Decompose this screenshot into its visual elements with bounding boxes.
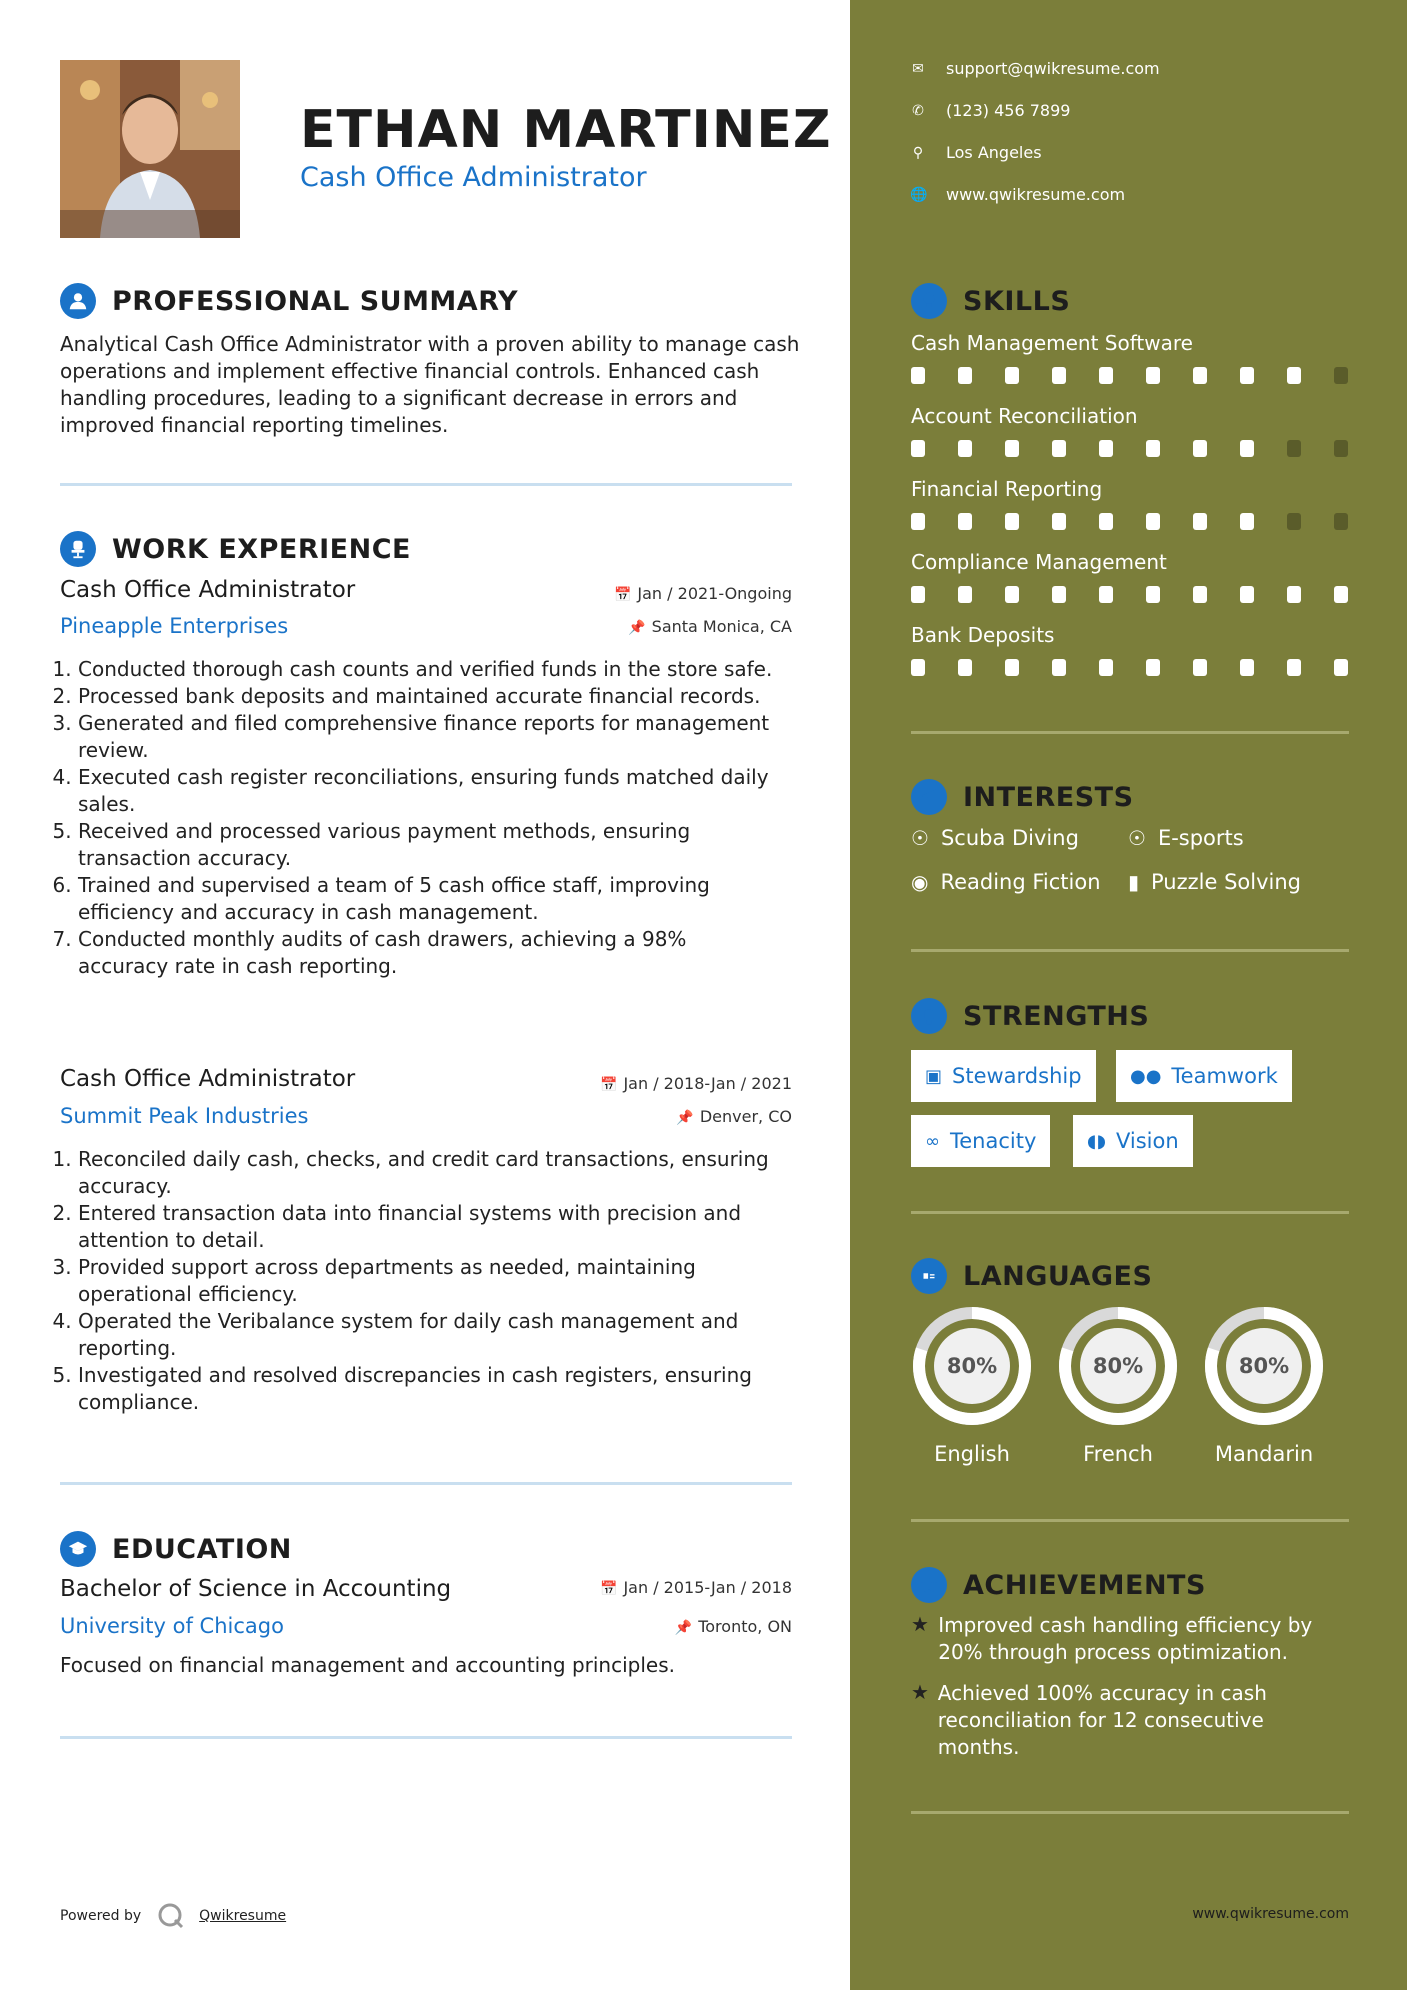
skill-dot-filled: [1146, 367, 1160, 384]
skill-dot-filled: [1193, 513, 1207, 530]
pin-icon: 📌: [674, 1620, 693, 1636]
interest-label: Reading Fiction: [940, 870, 1101, 894]
strength-chip: [1116, 1050, 1292, 1102]
education-dates: [600, 1578, 792, 1597]
language-ring: [910, 1304, 1034, 1428]
powered-by-label: Powered by: [60, 1908, 142, 1924]
skill-dot-filled: [1240, 440, 1254, 457]
school-name: University of Chicago: [60, 1614, 284, 1638]
section-divider: [60, 1482, 792, 1485]
interest-label: Scuba Diving: [940, 826, 1079, 850]
contact-location-text: Los Angeles: [946, 143, 1042, 162]
skill-dot-filled: [1005, 586, 1019, 603]
languages-heading: LANGUAGES: [963, 1260, 1153, 1292]
language-name: French: [1083, 1442, 1153, 1466]
skill-dot-filled: [1099, 440, 1113, 457]
gamepad-icon: ◉: [911, 870, 929, 894]
job-location-text: Denver, CO: [699, 1107, 792, 1126]
skill-dot-filled: [1052, 513, 1066, 530]
skill-dot-filled: [1005, 513, 1019, 530]
language-item: [910, 1304, 1034, 1466]
skill-dot-filled: [1146, 659, 1160, 676]
list-item: 7. Conducted monthly audits of cash drawers, achieving a 98% accuracy rate in cash reporting.: [78, 926, 782, 980]
powered-by: [60, 1902, 286, 1930]
pin-icon: 📌: [628, 620, 646, 636]
contact-email-text: support@qwikresume.com: [946, 59, 1160, 78]
candidate-name: ETHAN MARTINEZ: [300, 100, 832, 160]
skill-dot-filled: [911, 513, 925, 530]
pin-icon: 📌: [676, 1110, 694, 1126]
list-item: 3. Generated and filed comprehensive finance reports for management review.: [78, 710, 782, 764]
skill-dot-filled: [1334, 659, 1348, 676]
link-icon: ∞: [925, 1130, 940, 1152]
skill-dot-filled: [1146, 440, 1160, 457]
job-location: [628, 617, 792, 636]
skill-dot-filled: [1240, 659, 1254, 676]
skill-dot-filled: [1193, 440, 1207, 457]
job-bullets: [60, 656, 782, 980]
list-item: 3. Provided support across departments as needed, maintaining operational efficiency.: [78, 1254, 792, 1308]
skill-rating: [911, 659, 1381, 676]
calendar-icon: 📅: [600, 1077, 618, 1093]
phone-icon: ✆: [912, 102, 924, 119]
footer-website[interactable]: www.qwikresume.com: [1192, 1906, 1349, 1922]
skill-rating: [911, 440, 1381, 457]
skill-dot-empty: [1334, 513, 1348, 530]
skill-dot-filled: [958, 513, 972, 530]
skill-dot-filled: [1146, 513, 1160, 530]
education-location-text: Toronto, ON: [698, 1617, 792, 1636]
user-icon: [60, 283, 96, 319]
section-divider: [911, 949, 1349, 952]
list-item: 4. Operated the Veribalance system for daily cash management and reporting.: [78, 1308, 792, 1362]
skill-dot-filled: [1052, 367, 1066, 384]
job-dates-text: Jan / 2021-Ongoing: [637, 584, 792, 603]
calendar-icon: 📅: [613, 587, 632, 603]
skill-dot-filled: [911, 659, 925, 676]
skill-dot-filled: [1005, 367, 1019, 384]
language-card-icon: [911, 1258, 947, 1294]
envelope-icon: ✉: [912, 60, 924, 77]
list-item: 4. Executed cash register reconciliations, ensuring funds matched daily sales.: [78, 764, 782, 818]
skill-dot-filled: [1193, 586, 1207, 603]
language-percent: 80%: [1092, 1354, 1144, 1378]
achievements-section-header: [911, 1567, 1206, 1603]
briefcase-icon: ▣: [925, 1065, 943, 1087]
skill-name: Compliance Management: [911, 550, 1167, 574]
education-location: [675, 1617, 792, 1636]
skill-dot-filled: [1052, 440, 1066, 457]
interest-label: Puzzle Solving: [1151, 870, 1302, 894]
section-divider: [911, 731, 1349, 734]
interest-item: [1128, 870, 1301, 894]
section-divider: [911, 1811, 1349, 1814]
strengths-heading: STRENGTHS: [963, 1000, 1150, 1032]
profile-photo: [60, 60, 240, 238]
star-icon: ★: [911, 1680, 929, 1704]
fist-icon: [911, 998, 947, 1034]
skill-dot-filled: [1240, 586, 1254, 603]
education-section-header: [60, 1531, 292, 1567]
degree-title: Bachelor of Science in Accounting: [60, 1576, 452, 1602]
skill-name: Bank Deposits: [911, 623, 1055, 647]
calendar-icon: 📅: [600, 1581, 618, 1597]
skill-dot-filled: [1005, 440, 1019, 457]
achievement-item: [911, 1680, 1351, 1761]
skill-dot-filled: [1240, 367, 1254, 384]
language-name: Mandarin: [1214, 1442, 1314, 1466]
strength-chip: [911, 1050, 1096, 1102]
interest-item: [911, 870, 1101, 894]
achievements-heading: ACHIEVEMENTS: [963, 1569, 1206, 1601]
briefcase-chair-icon: [60, 531, 96, 567]
interest-label: E-sports: [1157, 826, 1244, 850]
list-item: 2. Entered transaction data into financial systems with precision and attention to detail.: [78, 1200, 792, 1254]
skill-dot-filled: [1287, 659, 1301, 676]
map-pin-icon: ⚲: [912, 144, 924, 161]
language-name: English: [934, 1442, 1010, 1466]
contact-website-text: www.qwikresume.com: [946, 185, 1126, 204]
section-divider: [60, 483, 792, 486]
summary-section-header: [60, 283, 518, 319]
strength-label: Tenacity: [950, 1129, 1037, 1153]
education-dates-text: Jan / 2015-Jan / 2018: [623, 1578, 792, 1597]
skill-dot-empty: [1334, 440, 1348, 457]
contact-phone-text: (123) 456 7899: [946, 101, 1071, 120]
list-item: 5. Received and processed various payment methods, ensuring transaction accuracy.: [78, 818, 782, 872]
job-title: Cash Office Administrator: [60, 1066, 356, 1092]
job-title: Cash Office Administrator: [60, 577, 356, 603]
experience-section-header: [60, 531, 411, 567]
skill-dot-filled: [1099, 367, 1113, 384]
skill-dot-filled: [1287, 367, 1301, 384]
achievement-text: Achieved 100% accuracy in cash reconciliation for 12 consecutive months.: [937, 1681, 1267, 1759]
strength-label: Stewardship: [952, 1064, 1082, 1088]
skill-dot-filled: [1052, 659, 1066, 676]
job-dates-text: Jan / 2018-Jan / 2021: [623, 1074, 792, 1093]
language-percent: 80%: [946, 1354, 998, 1378]
education-description: Focused on financial management and accounting principles.: [60, 1653, 675, 1677]
summary-heading: PROFESSIONAL SUMMARY: [112, 285, 519, 317]
skill-name: Account Reconciliation: [911, 404, 1138, 428]
languages-section-header: [911, 1258, 1152, 1294]
strength-chip: [911, 1115, 1050, 1167]
contact-website[interactable]: [910, 185, 1125, 204]
graduation-icon: [60, 1531, 96, 1567]
skills-section-header: [911, 283, 1070, 319]
skill-dot-filled: [1287, 586, 1301, 603]
list-item: 2. Processed bank deposits and maintained accurate financial records.: [78, 683, 782, 710]
skill-rating: [911, 513, 1381, 530]
skill-dot-filled: [958, 659, 972, 676]
interests-section-header: [911, 779, 1134, 815]
skill-dot-filled: [911, 367, 925, 384]
skill-dot-filled: [1193, 659, 1207, 676]
paper-plane-icon: [911, 779, 947, 815]
skill-dot-filled: [1146, 586, 1160, 603]
list-item: 6. Trained and supervised a team of 5 cash office staff, improving efficiency and accuracy in cash management.: [78, 872, 782, 926]
section-divider: [60, 1736, 792, 1739]
summary-text: Analytical Cash Office Administrator with a proven ability to manage cash operations and implement effective financial controls. Enhanced cash handling procedures, leading to a significant decrease in errors and improved financial reporting timelines.: [60, 332, 800, 437]
interest-item: [1128, 826, 1244, 850]
job-location: [676, 1107, 792, 1126]
skill-dot-filled: [1099, 513, 1113, 530]
qwikresume-logo-icon: [157, 1902, 185, 1930]
achievement-item: [911, 1612, 1351, 1666]
job-bullets: [60, 1146, 792, 1416]
brand-link[interactable]: Qwikresume: [199, 1908, 287, 1924]
users-icon: ●●: [1130, 1065, 1162, 1087]
skill-dot-filled: [958, 586, 972, 603]
skill-dot-filled: [1099, 586, 1113, 603]
globe-icon: 🌐: [910, 186, 928, 203]
education-heading: EDUCATION: [112, 1533, 292, 1565]
interest-item: [911, 826, 1079, 850]
skill-dot-filled: [1052, 586, 1066, 603]
skill-dot-filled: [1099, 659, 1113, 676]
lightbulb-icon: [911, 283, 947, 319]
language-ring: [1202, 1304, 1326, 1428]
skill-dot-filled: [1193, 367, 1207, 384]
skill-name: Cash Management Software: [911, 331, 1193, 355]
skill-rating: [911, 367, 1381, 384]
language-item: [1202, 1304, 1326, 1466]
lifebuoy-icon: ☉: [911, 826, 929, 850]
interests-heading: INTERESTS: [963, 781, 1134, 813]
skill-rating: [911, 586, 1381, 603]
strength-chip: [1073, 1115, 1193, 1167]
list-item: 5. Investigated and resolved discrepancies in cash registers, ensuring compliance.: [78, 1362, 792, 1416]
contact-location: [910, 143, 1042, 162]
job-location-text: Santa Monica, CA: [651, 617, 792, 636]
skill-dot-filled: [1240, 513, 1254, 530]
star-icon: ★: [911, 1612, 929, 1636]
strength-label: Vision: [1115, 1129, 1179, 1153]
list-item: 1. Reconciled daily cash, checks, and credit card transactions, ensuring accuracy.: [78, 1146, 792, 1200]
language-percent: 80%: [1238, 1354, 1290, 1378]
strengths-section-header: [911, 998, 1149, 1034]
skill-dot-empty: [1287, 440, 1301, 457]
strength-label: Teamwork: [1171, 1064, 1278, 1088]
contact-email[interactable]: [910, 59, 1160, 78]
list-item: 1. Conducted thorough cash counts and verified funds in the store safe.: [78, 656, 782, 683]
job-dates: [614, 584, 792, 603]
language-ring: [1056, 1304, 1180, 1428]
skill-dot-filled: [958, 440, 972, 457]
language-item: [1056, 1304, 1180, 1466]
skills-heading: SKILLS: [963, 285, 1071, 317]
experience-heading: WORK EXPERIENCE: [112, 533, 411, 565]
skill-dot-filled: [1334, 586, 1348, 603]
book-icon: ▮: [1128, 870, 1140, 894]
lifebuoy-icon: ☉: [1128, 826, 1146, 850]
skill-dot-filled: [958, 367, 972, 384]
company-name: Summit Peak Industries: [60, 1104, 309, 1128]
section-divider: [911, 1211, 1349, 1214]
binoculars-icon: ◖◗: [1087, 1130, 1106, 1152]
skill-dot-empty: [1287, 513, 1301, 530]
skill-dot-empty: [1334, 367, 1348, 384]
candidate-title: Cash Office Administrator: [300, 162, 647, 193]
job-dates: [600, 1074, 792, 1093]
skill-dot-filled: [911, 440, 925, 457]
skill-name: Financial Reporting: [911, 477, 1103, 501]
section-divider: [911, 1519, 1349, 1522]
achievement-text: Improved cash handling efficiency by 20% through process optimization.: [938, 1613, 1313, 1664]
skill-dot-filled: [1005, 659, 1019, 676]
star-badge-icon: [911, 1567, 947, 1603]
contact-phone: [910, 101, 1070, 120]
skill-dot-filled: [911, 586, 925, 603]
company-name: Pineapple Enterprises: [60, 614, 289, 638]
